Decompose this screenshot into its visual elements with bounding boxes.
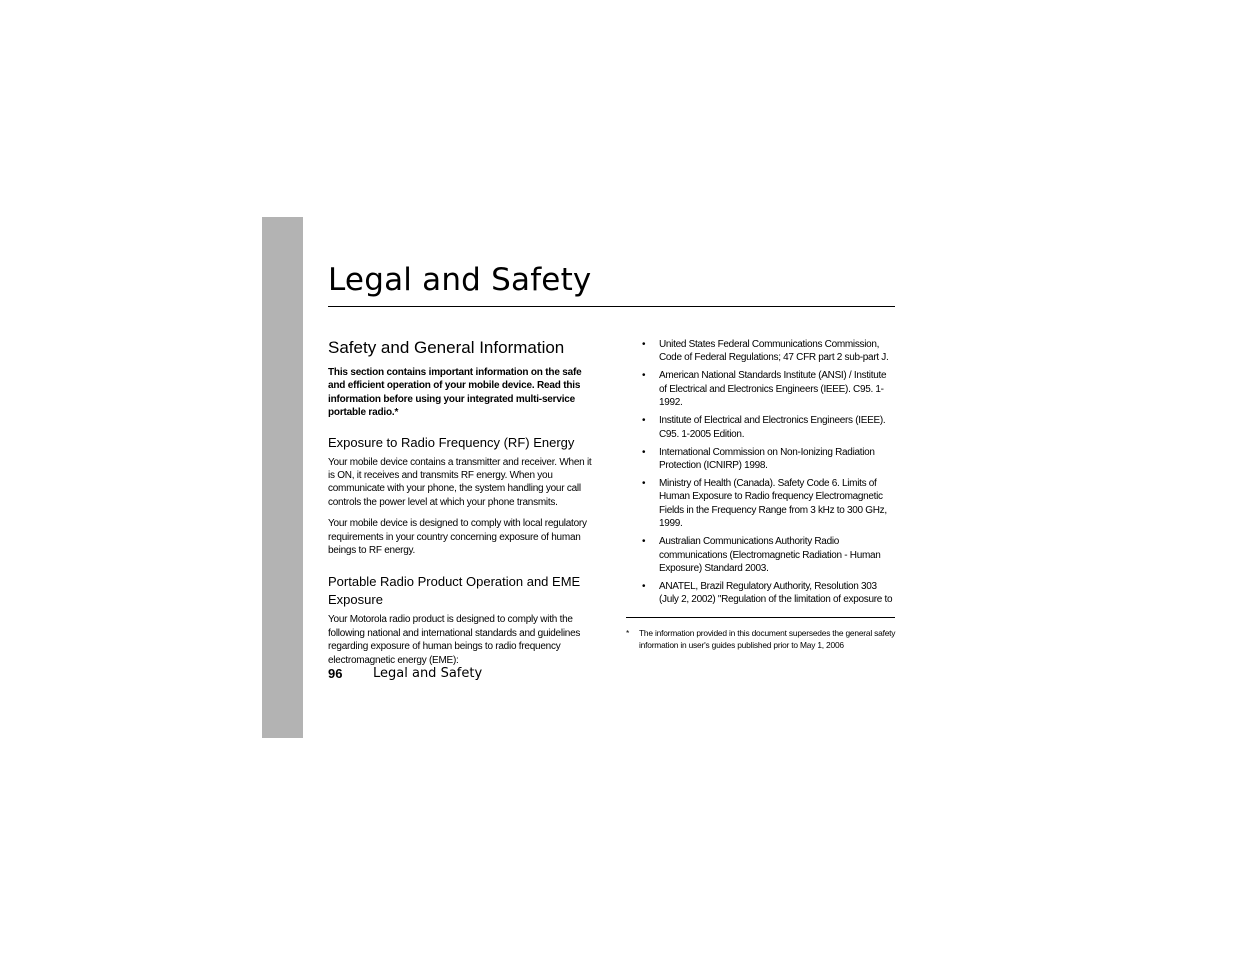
subsection-heading-rf-energy: Exposure to Radio Frequency (RF) Energy	[328, 434, 575, 450]
bullet-icon: •	[642, 339, 646, 350]
list-item	[626, 535, 896, 575]
intro-paragraph: This section contains important information on the safe and efficient operation of your mobile device. Read this information before using your integrated multi-service portable radio.*	[328, 367, 582, 419]
paragraph-eme-exposure: Your Motorola radio product is designed to comply with the following national and international standards and guidelines regarding exposure of human beings to radio frequency electromagnetic energy (EME):	[328, 614, 581, 666]
list-item-text: American National Standards Institute (ANSI) / Institute of Electrical and Electronics Engineers (IEEE). C95. 1-1992.	[659, 370, 887, 409]
list-item	[626, 580, 896, 607]
bullet-icon: •	[642, 446, 646, 458]
paragraph-rf-energy-2: Your mobile device is designed to comply with local regulatory requirements in your country concerning exposure of human beings to RF energy.	[328, 518, 587, 557]
list-item-text: Institute of Electrical and Electronics Engineers (IEEE). C95. 1-2005 Edition.	[659, 415, 886, 440]
list-item-text: International Commission on Non-Ionizing Radiation Protection (ICNIRP) 1998.	[659, 446, 875, 472]
section-title: Safety and General Information	[328, 338, 565, 357]
title-rule	[328, 306, 895, 307]
bullet-icon: •	[642, 370, 646, 382]
right-column	[626, 338, 896, 611]
bullet-icon: •	[642, 581, 646, 593]
list-item	[626, 369, 896, 409]
left-column	[328, 338, 600, 675]
paragraph-rf-energy-1: Your mobile device contains a transmitter and receiver. When it is ON, it receives and transmits RF energy. When you communicate with your phone, the system handling your call controls the power level at which your phone transmits.	[328, 456, 592, 508]
subsection-heading-eme-exposure: Portable Radio Product Operation and EME Exposure	[328, 574, 581, 608]
list-item-text: ANATEL, Brazil Regulatory Authority, Resolution 303 (July 2, 2002) "Regulation of the limitation of exposure to	[659, 581, 893, 606]
bullet-icon: •	[642, 478, 646, 490]
bullet-icon: •	[642, 415, 646, 427]
footnote-mark: *	[626, 628, 630, 638]
footnote	[626, 628, 896, 651]
page-title: Legal and Safety	[328, 262, 592, 298]
list-item-text: United States Federal Communications Commission, Code of Federal Regulations; 47 CFR part 2 sub-part J.	[659, 339, 889, 364]
list-item	[626, 414, 896, 441]
list-item	[626, 446, 896, 473]
footnote-rule	[626, 617, 895, 618]
list-item-text: Australian Communications Authority Radio communications (Electromagnetic Radiation - Human Exposure) Standard 2003.	[659, 536, 881, 575]
list-item	[626, 477, 896, 531]
page-number: 96	[328, 666, 343, 681]
side-tab	[262, 217, 303, 738]
list-item	[626, 338, 896, 365]
list-item-text: Ministry of Health (Canada). Safety Code 6. Limits of Human Exposure to Radio frequency Electromagnetic Fields in the Frequency Range from 3 kHz to 300 GHz, 1999.	[659, 478, 887, 530]
running-head: Legal and Safety	[373, 666, 483, 681]
standards-list	[626, 338, 896, 607]
footnote-text: The information provided in this document supersedes the general safety information in user's guides published prior to May 1, 2006	[639, 628, 896, 650]
bullet-icon: •	[642, 536, 646, 548]
